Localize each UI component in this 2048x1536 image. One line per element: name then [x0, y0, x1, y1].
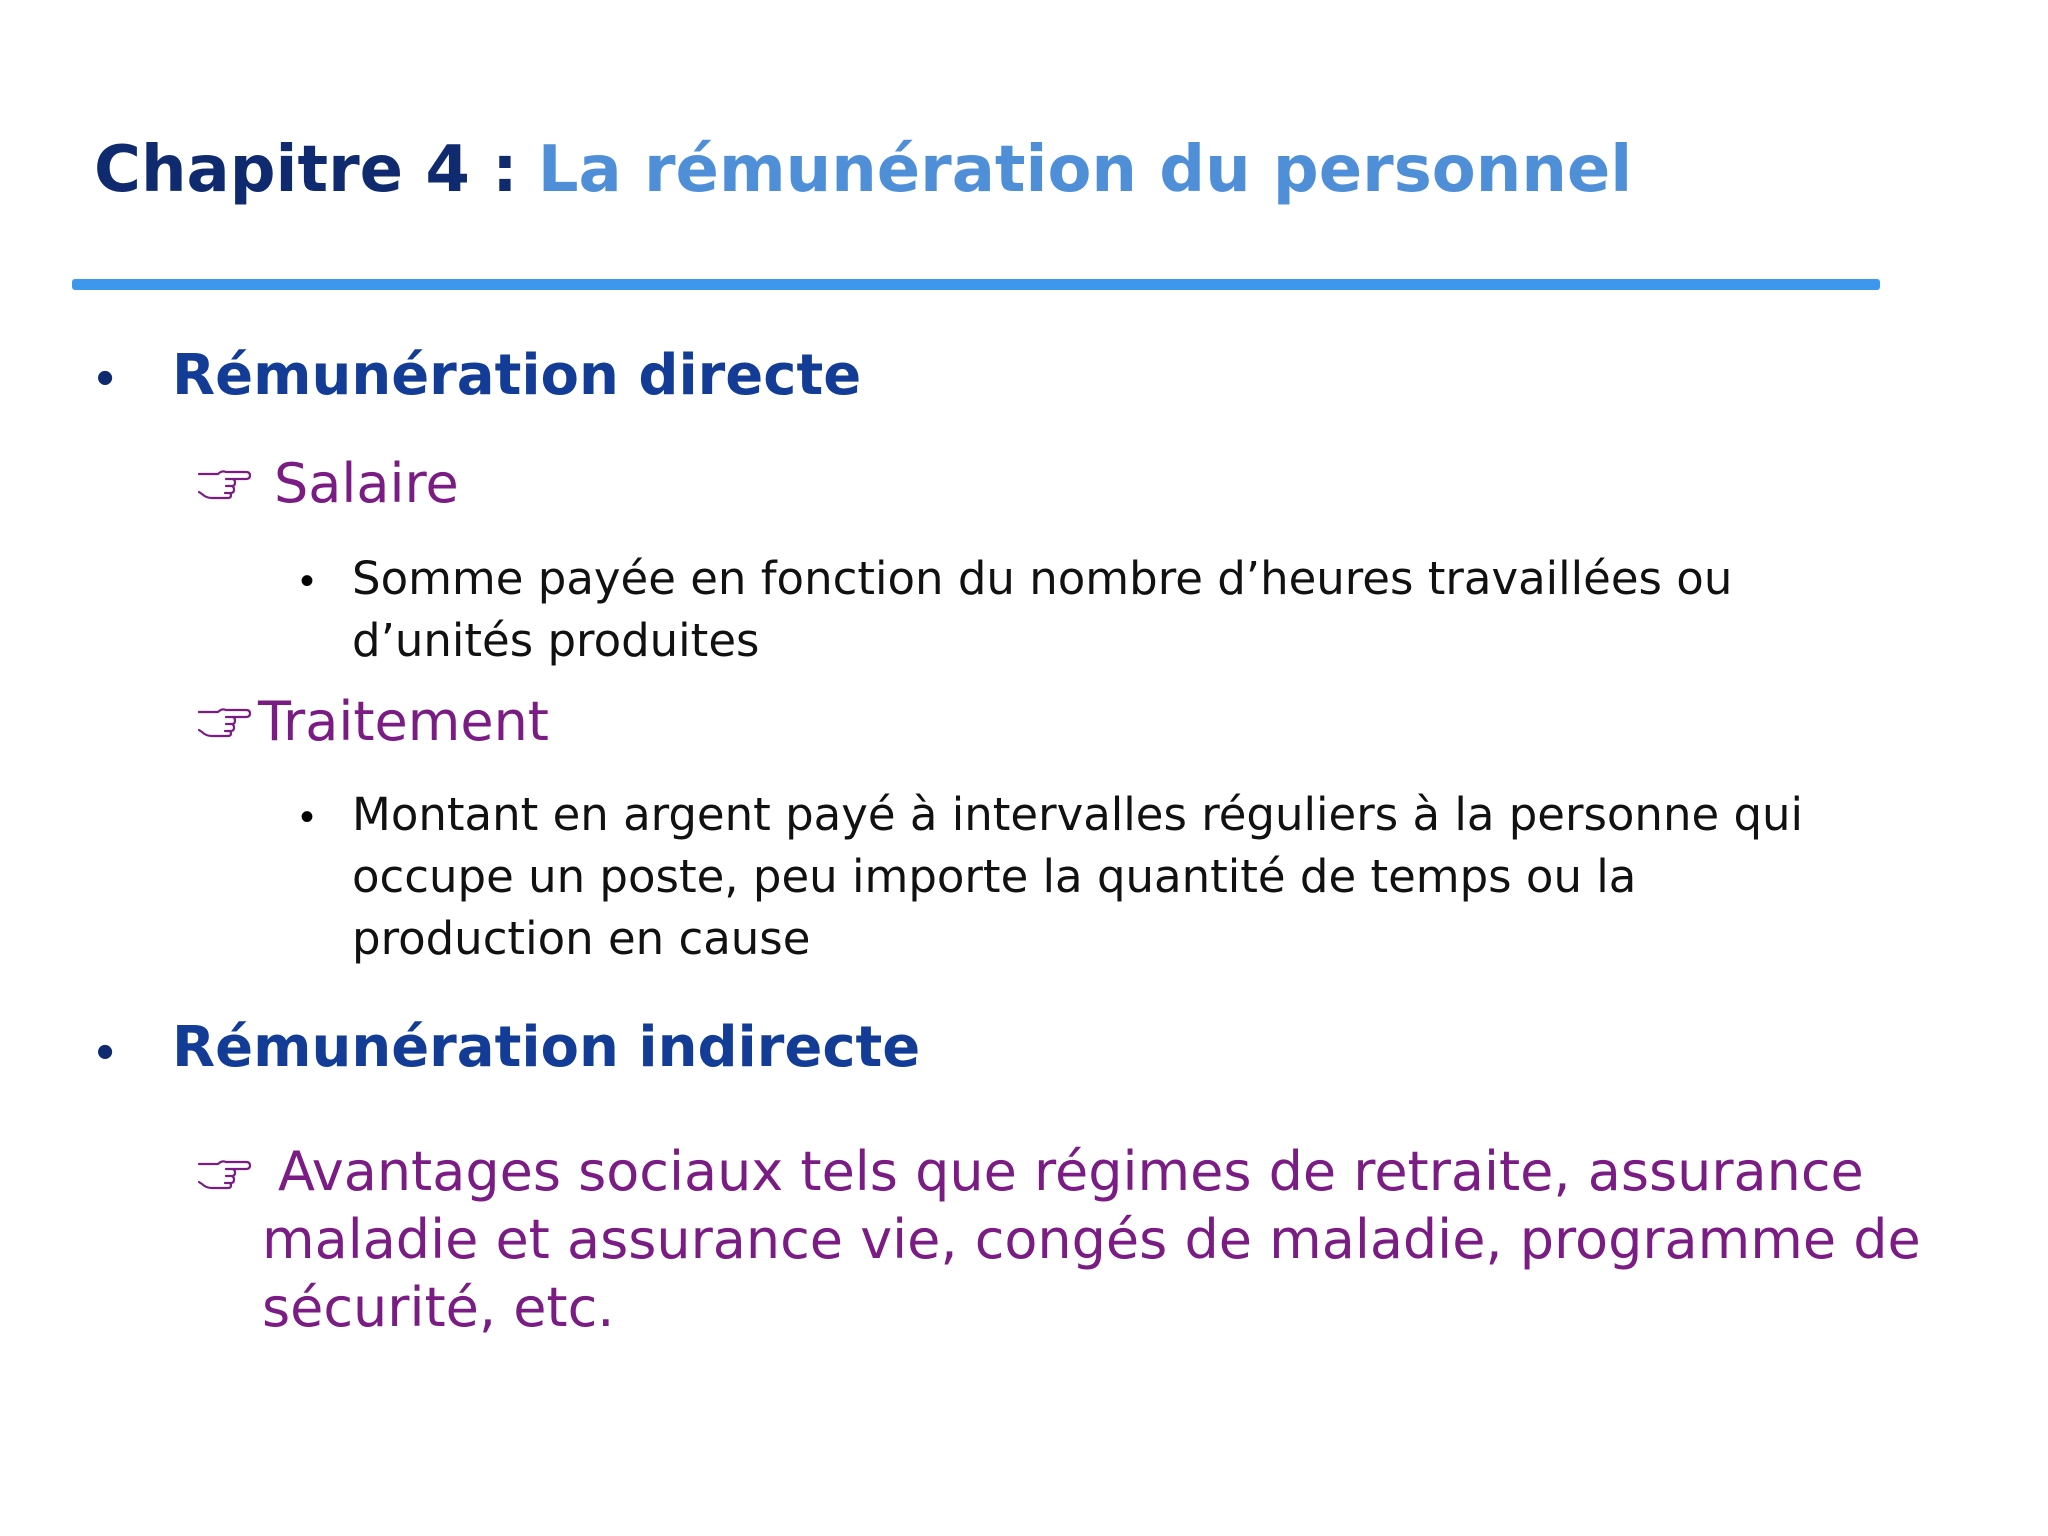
title-chapter-name: La rémunération du personnel — [537, 133, 1633, 207]
section-bullet: • — [96, 349, 115, 407]
detail-bullet: • — [300, 559, 315, 603]
traitement-definition-line: Montant en argent payé à intervalles réguliers à la personne qui — [352, 788, 1804, 841]
traitement-definition — [352, 784, 1803, 970]
salaire-definition-line: Somme payée en fonction du nombre d’heures travaillées ou — [352, 552, 1733, 605]
salaire-definition-line: d’unités produites — [352, 614, 760, 667]
salaire-definition — [352, 548, 1732, 672]
benefits-line: maladie et assurance vie, congés de maladie, programme de — [262, 1208, 1921, 1271]
traitement-definition-line: production en cause — [352, 912, 811, 965]
indirect-benefits-text — [262, 1138, 1921, 1342]
section-heading-direct: Rémunération directe — [172, 343, 862, 408]
pointing-hand-icon — [196, 1152, 252, 1192]
slide-title — [94, 122, 1632, 218]
sub-item-traitement: Traitement — [258, 690, 549, 753]
section-bullet: • — [96, 1023, 115, 1081]
benefits-line: sécurité, etc. — [262, 1276, 615, 1339]
section-heading-indirect: Rémunération indirecte — [172, 1015, 921, 1080]
pointing-hand-icon — [196, 462, 252, 502]
detail-bullet: • — [300, 795, 315, 839]
traitement-definition-line: occupe un poste, peu importe la quantité de temps ou la — [352, 850, 1637, 903]
title-underline — [72, 279, 1880, 290]
benefits-line: Avantages sociaux tels que régimes de retraite, assurance — [278, 1140, 1864, 1203]
title-chapter-number: Chapitre 4 : — [94, 133, 518, 207]
pointing-hand-icon — [196, 700, 252, 740]
sub-item-salaire: Salaire — [274, 452, 459, 515]
